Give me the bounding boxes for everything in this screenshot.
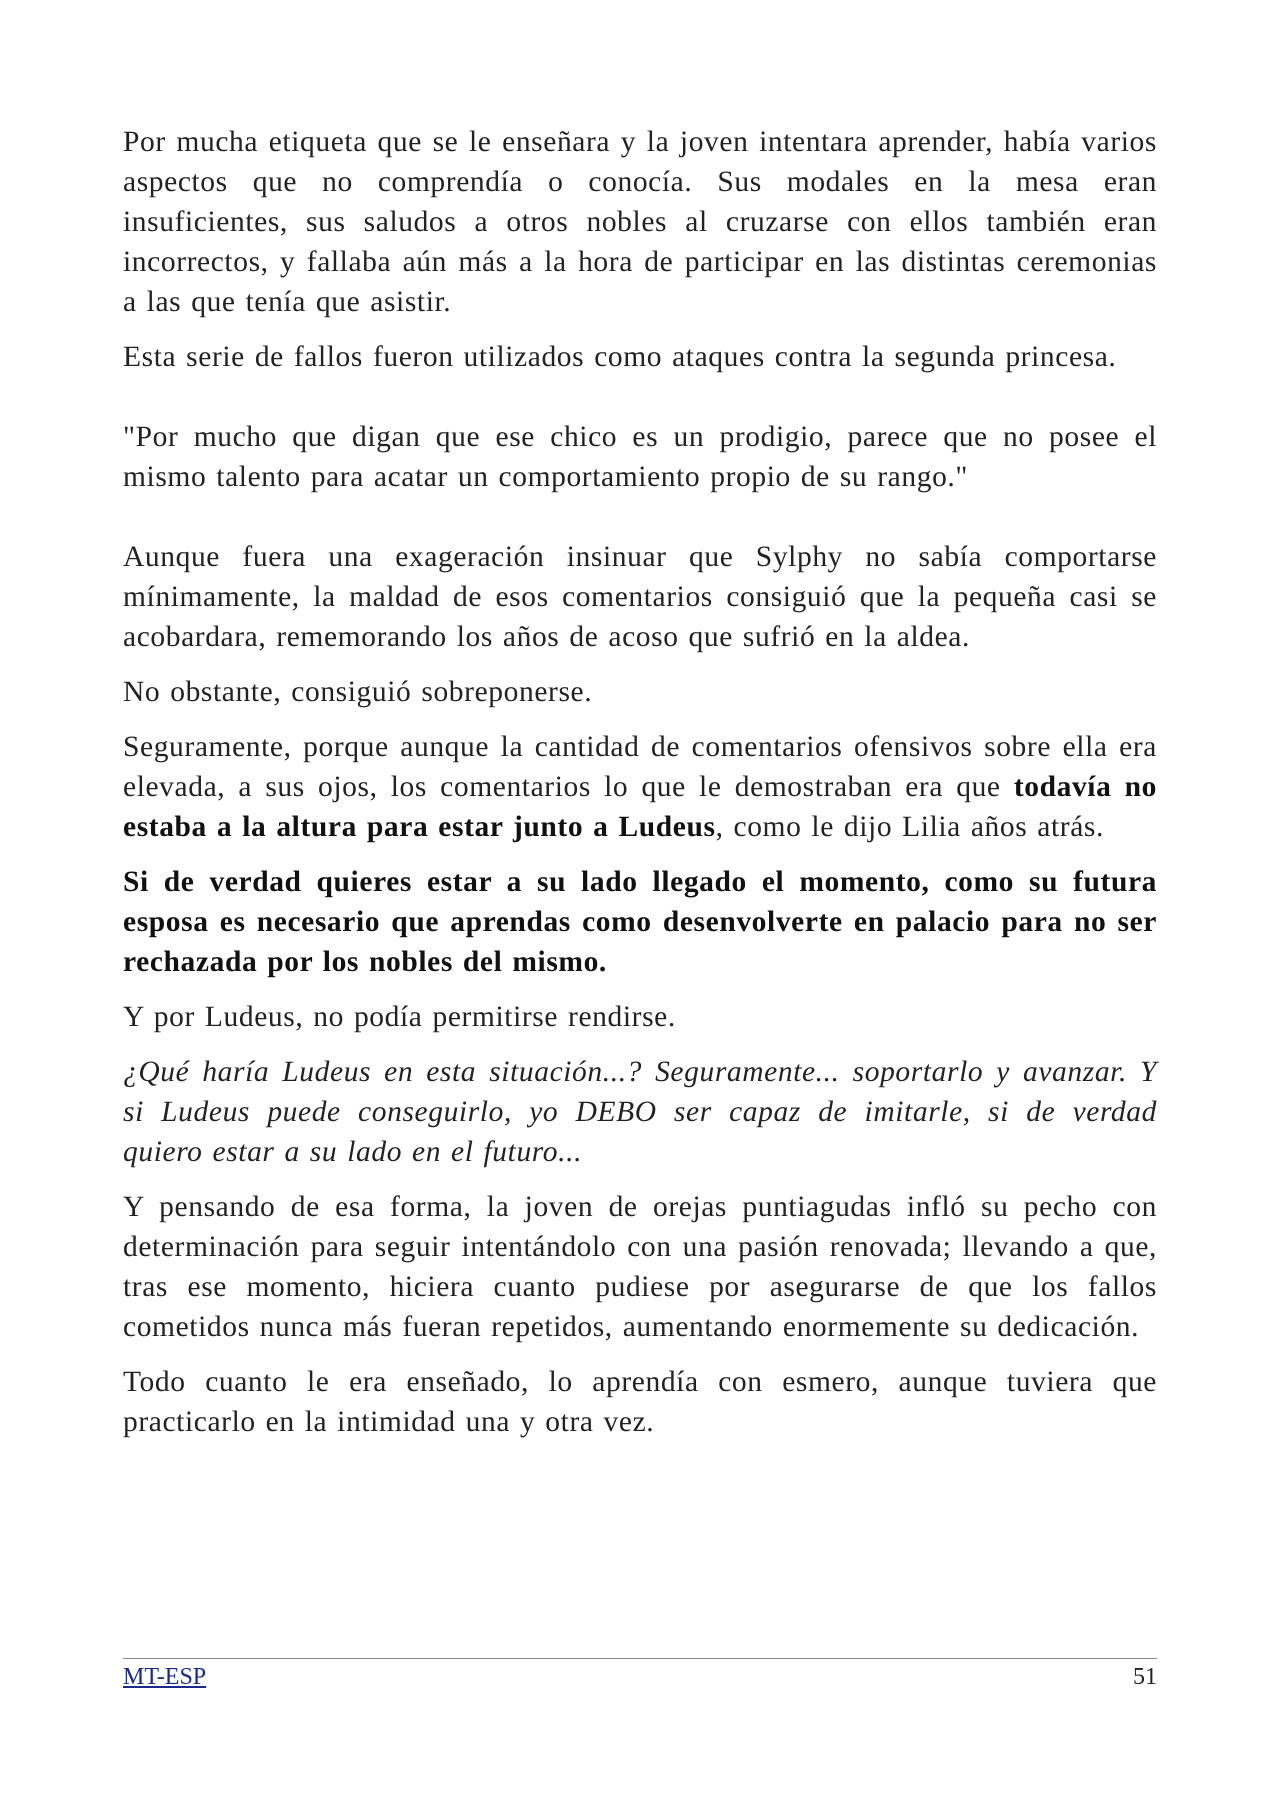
paragraph: Y por Ludeus, no podía permitirse rendirse. bbox=[123, 1001, 676, 1033]
paragraph: No obstante, consiguió sobreponerse. bbox=[123, 676, 593, 708]
footer-divider bbox=[123, 1658, 1157, 1659]
page-number: 51 bbox=[1133, 1664, 1157, 1690]
italic-thought-paragraph: ¿Qué haría Ludeus en esta situación...? Seguramente... soportarlo y avanzar. Y si Ludeus puede conseguirlo, yo DEBO ser capaz de imitarle, si de verdad quiero estar a su lado en el futuro... bbox=[123, 1056, 1157, 1168]
paragraph: Aunque fuera una exageración insinuar que Sylphy no sabía comportarse mínimamente, la maldad de esos comentarios consiguió que la pequeña casi se acobardara, rememorando los años de acoso que sufrió en la aldea. bbox=[123, 541, 1157, 653]
page-body bbox=[123, 122, 1157, 1442]
paragraph-with-emphasis bbox=[123, 727, 1157, 847]
paragraph-text: Seguramente, porque aunque la cantidad de comentarios ofensivos sobre ella era elevada, a sus ojos, los comentarios lo que le demostraban era que bbox=[123, 731, 1157, 803]
emphasis-text: todavía no estaba a la altura para estar junto a Ludeus bbox=[123, 771, 1157, 843]
bold-recollection-paragraph: Si de verdad quieres estar a su lado llegado el momento, como su futura esposa es necesario que aprendas como desenvolverte en palacio para no ser rechazada por los nobles del mismo. bbox=[123, 866, 1157, 978]
footer-link[interactable]: MT-ESP bbox=[123, 1664, 207, 1690]
dialogue-paragraph: "Por mucho que digan que ese chico es un prodigio, parece que no posee el mismo talento para acatar un comportamiento propio de su rango." bbox=[123, 421, 1157, 493]
paragraph: Todo cuanto le era enseñado, lo aprendía con esmero, aunque tuviera que practicarlo en la intimidad una y otra vez. bbox=[123, 1366, 1157, 1438]
paragraph: Y pensando de esa forma, la joven de orejas puntiagudas infló su pecho con determinación para seguir intentándolo con una pasión renovada; llevando a que, tras ese momento, hiciera cuanto pudiese por asegurarse de que los fallos cometidos nunca más fueran repetidos, aumentando enormemente su dedicación. bbox=[123, 1191, 1157, 1343]
paragraph: Por mucha etiqueta que se le enseñara y la joven intentara aprender, había varios aspectos que no comprendía o conocía. Sus modales en la mesa eran insuficientes, sus saludos a otros nobles al cruzarse con ellos también eran incorrectos, y fallaba aún más a la hora de participar en las distintas ceremonias a las que tenía que asistir. bbox=[123, 126, 1157, 318]
paragraph-text: , como le dijo Lilia años atrás. bbox=[715, 811, 1104, 843]
paragraph: Esta serie de fallos fueron utilizados como ataques contra la segunda princesa. bbox=[123, 341, 1117, 373]
